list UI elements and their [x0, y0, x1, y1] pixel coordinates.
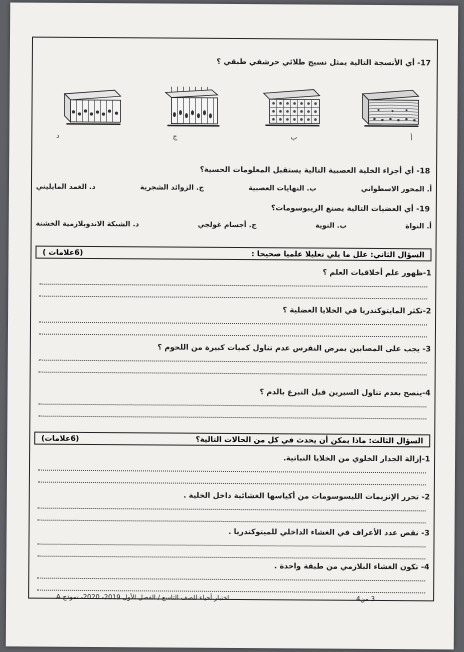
q17-letter-b: ب: [290, 133, 298, 142]
answer-line[interactable]: [39, 322, 427, 326]
footer-text: اختبار أحياء للصف التاسع / الفصل الأول 2019- 2020- نموذج A: [56, 592, 230, 602]
answer-line[interactable]: [38, 520, 426, 524]
s2-item-2: 2-تكثر المايتوكندريا في الخلايا العضلية ؟: [282, 305, 432, 316]
section2-title: السؤال الثاني: علل ما يلي تعليلا علميا صحيحا :: [251, 249, 425, 260]
q19-option-b[interactable]: ب. النوية: [315, 221, 347, 230]
q19-option-c[interactable]: ج. أجسام غولجي: [197, 220, 257, 230]
q17-letters: [56, 132, 412, 142]
q18-options: [36, 183, 432, 194]
s2-item-3: 3- يجب على المصابين بمرض النقرس عدم تناول كميات كبيرة من اللحوم ؟: [157, 342, 431, 354]
answer-line[interactable]: [39, 372, 427, 376]
q19-option-a[interactable]: أ. النواة: [405, 222, 432, 231]
answer-line[interactable]: [37, 544, 425, 548]
exam-sheet: [6, 2, 458, 649]
q17-letter-c: ج: [172, 132, 178, 141]
section3-header: [34, 432, 430, 448]
q18-option-c[interactable]: ج. الزوائد الشجرية: [140, 183, 204, 192]
q19: [271, 203, 430, 213]
q17: [216, 57, 430, 67]
q19-text: أي العضيات التالية يصنع الريبوسومات؟: [271, 203, 414, 214]
question-frame: [28, 37, 438, 602]
answer-line[interactable]: [39, 360, 427, 364]
answer-line[interactable]: [37, 578, 425, 582]
section3-title: السؤال الثالث: ماذا يمكن أن يحدث في كل من الحالات التالية؟: [195, 434, 424, 446]
page-number: 3 من4: [356, 594, 375, 604]
s3-item-1: 1-إزالة الجدار الخلوي من الخلايا النباتية.: [283, 453, 431, 464]
s3-item-3: 3- نقص عدد الأعراف في الغشاء الداخلي للميتوكندريا .: [228, 526, 430, 538]
q17-text: أي الأنسجة التالية يمثل نسيج طلائي حرشفي طبقي ؟: [216, 56, 415, 68]
tissue-image-c: [160, 84, 224, 128]
q19-option-d[interactable]: د. الشبكة الاندوبلازمية الخشنة: [35, 219, 140, 229]
s2-item-4: 4-ينصح بعدم تناول السيرين قبل التبرع بالدم ؟: [259, 387, 431, 398]
q18-option-a[interactable]: أ. المحور الاسطواني: [360, 184, 432, 194]
tissue-image-a: [358, 86, 422, 130]
answer-line[interactable]: [38, 404, 426, 408]
tissue-images: [60, 84, 422, 131]
section2-header: [35, 246, 431, 262]
answer-line[interactable]: [39, 296, 427, 300]
section3-marks: (6علامات): [41, 433, 80, 443]
q19-number: 19-: [416, 204, 430, 214]
s3-item-2: 2- تحرر الإنزيمات الليسوسومات من أكياسها الغشائية داخل الخلية .: [183, 490, 430, 502]
q18-number: 18-: [416, 166, 431, 176]
tissue-image-b: [259, 85, 323, 129]
q18-text: أي أجزاء الخلية العصبية التالية يستقبل المعلومات الحسية؟: [199, 164, 414, 176]
answer-line[interactable]: [38, 470, 426, 474]
q18-option-d[interactable]: د. الغمد المايليني: [35, 182, 96, 192]
q17-number: 17-: [417, 58, 431, 68]
s2-item-1: 1-ظهور علم أخلاقيات العلم ؟: [322, 267, 432, 278]
q17-letter-a: أ: [410, 134, 413, 143]
answer-line[interactable]: [39, 334, 427, 338]
answer-line[interactable]: [39, 284, 427, 288]
q17-letter-d: د: [56, 131, 60, 140]
q19-options: [36, 220, 432, 231]
q18-option-b[interactable]: ب. النهايات العصبية: [248, 184, 317, 193]
answer-line[interactable]: [38, 508, 426, 512]
answer-line[interactable]: [38, 416, 426, 420]
answer-line[interactable]: [37, 556, 425, 560]
tissue-image-d: [60, 84, 124, 128]
section2-marks: (6علامات ): [42, 247, 84, 257]
answer-line[interactable]: [38, 482, 426, 486]
s3-item-4: 4- تكون الغشاء البلازمي من طبقة واحدة .: [274, 561, 430, 572]
q18: [200, 165, 430, 176]
